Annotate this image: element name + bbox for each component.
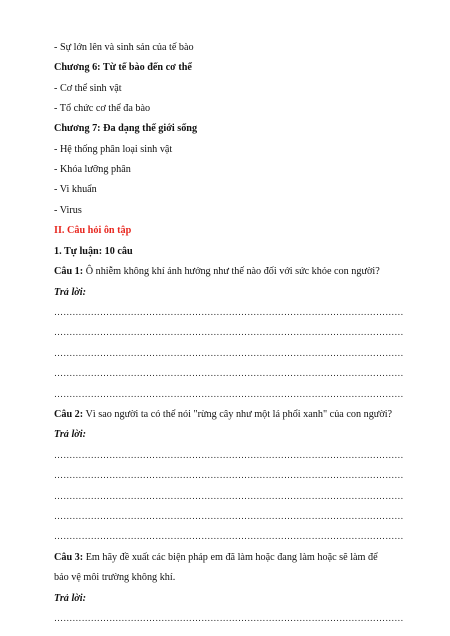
list-item: - Sự lớn lên và sinh sản của tế bào	[54, 42, 194, 53]
list-item: - Vi khuẩn	[54, 184, 97, 195]
answer-line: ……………………………………………………………………………………………………	[54, 348, 404, 358]
answer-line: ……………………………………………………………………………………………………	[54, 511, 404, 521]
answer-label: Trả lời:	[54, 287, 86, 298]
answer-label: Trả lời:	[54, 429, 86, 440]
chapter-heading: Chương 7: Đa dạng thế giới sống	[54, 123, 198, 134]
answer-line: ……………………………………………………………………………………………………	[54, 613, 404, 623]
list-item: - Virus	[54, 205, 82, 216]
question-text: Em hãy đề xuất các biện pháp em đã làm hoặc đang làm hoặc sẽ làm để	[83, 552, 378, 563]
answer-line: ……………………………………………………………………………………………………	[54, 368, 404, 378]
subsection-heading: 1. Tự luận: 10 câu	[54, 246, 133, 257]
answer-label: Trả lời:	[54, 593, 86, 604]
answer-line: ……………………………………………………………………………………………………	[54, 450, 404, 460]
question-label: Câu 1:	[54, 266, 84, 277]
question-text: Ô nhiễm không khí ảnh hưởng như thế nào đối với sức khỏe con người?	[83, 266, 380, 277]
question-2	[54, 408, 410, 421]
answer-line: ……………………………………………………………………………………………………	[54, 327, 404, 337]
question-text-continued: bảo vệ môi trường không khí.	[54, 572, 176, 583]
question-3	[54, 551, 410, 564]
list-item: - Tổ chức cơ thể đa bào	[54, 103, 151, 114]
list-item: - Hệ thống phân loại sinh vật	[54, 144, 173, 155]
chapter-heading: Chương 6: Từ tế bào đến cơ thể	[54, 62, 192, 73]
list-item: - Cơ thể sinh vật	[54, 83, 122, 94]
section-heading: II. Câu hỏi ôn tập	[54, 225, 132, 236]
question-label: Câu 3:	[54, 552, 84, 563]
answer-line: ……………………………………………………………………………………………………	[54, 470, 404, 480]
question-label: Câu 2:	[54, 409, 84, 420]
answer-line: ……………………………………………………………………………………………………	[54, 307, 404, 317]
answer-line: ……………………………………………………………………………………………………	[54, 389, 404, 399]
list-item: - Khóa lưỡng phân	[54, 164, 131, 175]
question-text: Vì sao người ta có thể nói "rừng cây như một lá phổi xanh" của con người?	[83, 409, 393, 420]
question-1	[54, 265, 410, 278]
answer-line: ……………………………………………………………………………………………………	[54, 491, 404, 501]
answer-line: ……………………………………………………………………………………………………	[54, 531, 404, 541]
